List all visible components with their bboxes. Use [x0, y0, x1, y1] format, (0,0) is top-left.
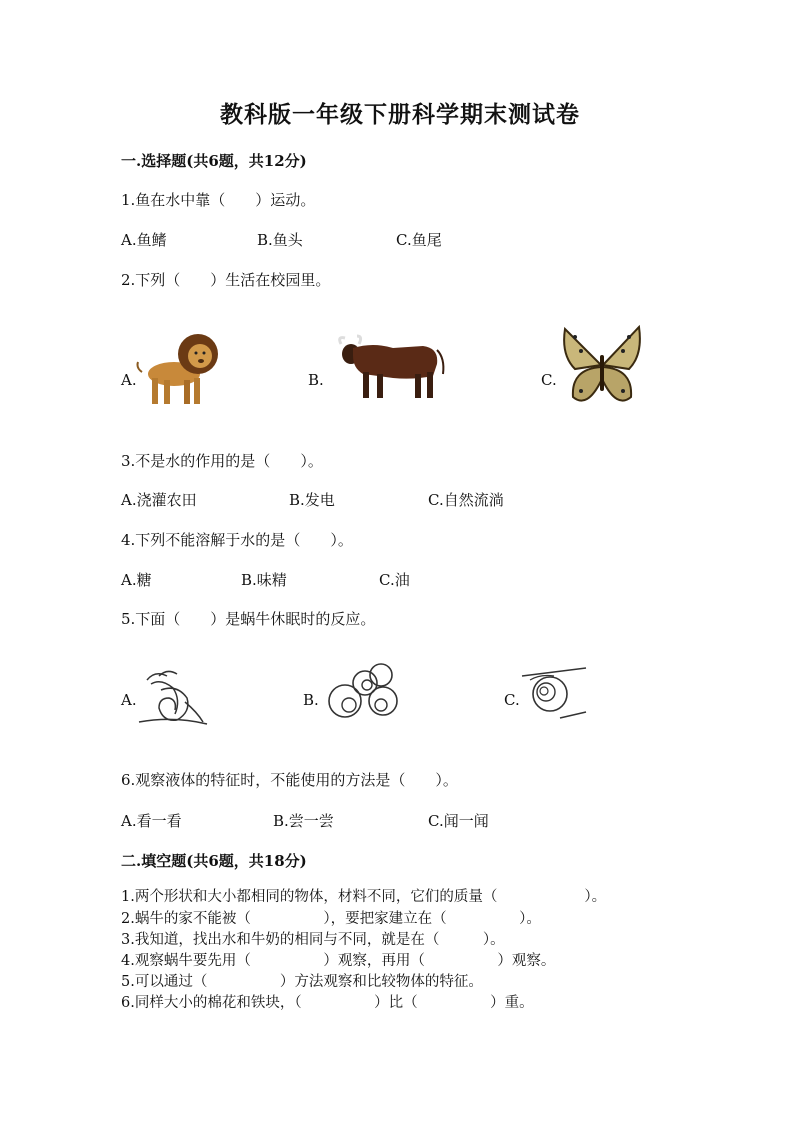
question-1: 1.鱼在水中靠（ ）运动。 [121, 191, 316, 209]
option-4b: B.味精 [241, 571, 287, 589]
option-1c: C.鱼尾 [396, 231, 442, 249]
question-5: 5.下面（ ）是蜗牛休眠时的反应。 [121, 610, 376, 628]
option-1a: A.鱼鳍 [121, 231, 167, 249]
option-2c: C. [541, 371, 557, 389]
option-6c: C.闻一闻 [428, 812, 489, 830]
question-3: 3.不是水的作用的是（ ）。 [121, 452, 323, 470]
option-3c: C.自然流淌 [428, 491, 504, 509]
option-3b: B.发电 [289, 491, 335, 509]
section-heading-fill: 二.填空题(共6题，共18分) [121, 852, 307, 870]
option-2a: A. [121, 371, 137, 389]
option-5a: A. [121, 691, 137, 709]
question-4: 4.下列不能溶解于水的是（ ）。 [121, 531, 353, 549]
option-6a: A.看一看 [121, 812, 182, 830]
butterfly-image [561, 325, 643, 409]
fill-item-1: 1.两个形状和大小都相同的物体，材料不同，它们的质量（ ）。 [121, 889, 607, 905]
option-5c: C. [504, 691, 520, 709]
page-title: 教科版一年级下册科学期末测试卷 [220, 101, 580, 128]
option-4a: A.糖 [121, 571, 152, 589]
snail-sealed-image [520, 666, 590, 726]
snail-out-image [137, 668, 209, 726]
option-5b: B. [303, 691, 319, 709]
lion-image [136, 328, 220, 408]
bull-image [333, 334, 449, 400]
section-heading-choice: 一.选择题(共6题，共12分) [121, 152, 307, 170]
snail-shells-image [323, 661, 403, 723]
fill-item-2: 2.蜗牛的家不能被（ ），要把家建立在（ ）。 [121, 911, 541, 927]
fill-item-4: 4.观察蜗牛要先用（ ）观察，再用（ ）观察。 [121, 953, 556, 969]
fill-item-5: 5.可以通过（ ）方法观察和比较物体的特征。 [121, 974, 483, 990]
question-6: 6.观察液体的特征时，不能使用的方法是（ ）。 [121, 771, 458, 789]
question-2: 2.下列（ ）生活在校园里。 [121, 271, 331, 289]
option-1b: B.鱼头 [257, 231, 303, 249]
option-6b: B.尝一尝 [273, 812, 334, 830]
option-2b: B. [308, 371, 324, 389]
fill-item-6: 6.同样大小的棉花和铁块，（ ）比（ ）重。 [121, 995, 534, 1011]
option-4c: C.油 [379, 571, 410, 589]
option-3a: A.浇灌农田 [121, 491, 197, 509]
fill-item-3: 3.我知道，找出水和牛奶的相同与不同，就是在（ ）。 [121, 932, 505, 948]
